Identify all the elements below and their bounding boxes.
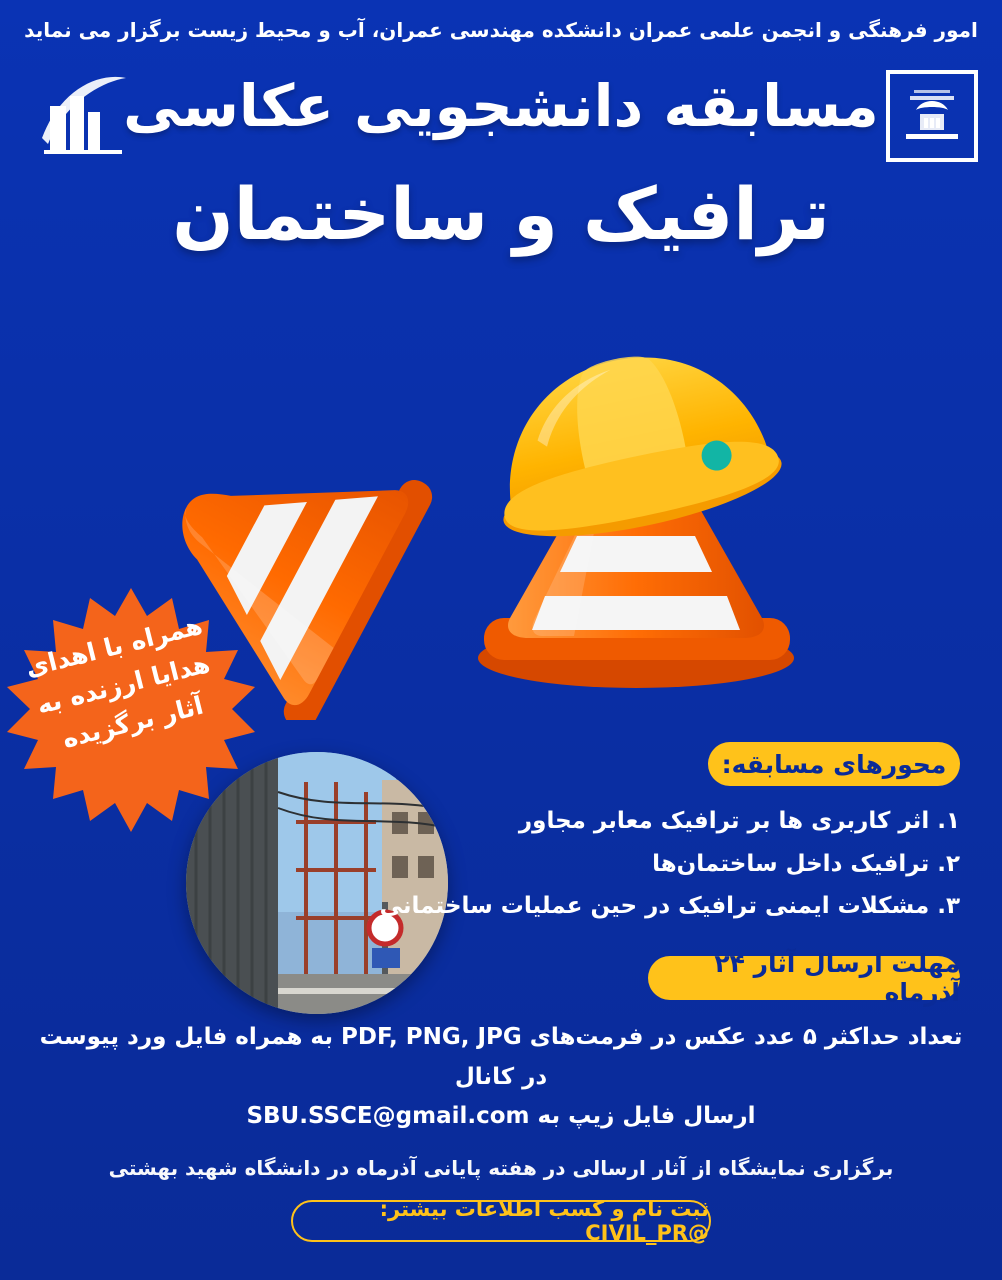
poster-title-line1: مسابقه دانشجویی عکاسی	[123, 72, 879, 140]
submission-line-1-start: تعداد حداکثر ۵ عدد عکس در فرمت‌های	[521, 1024, 963, 1050]
submission-line-3: برگزاری نمایشگاه از آثار ارسالی در هفته پایانی آذرماه در دانشگاه شهید بهشتی	[108, 1155, 894, 1180]
poster-header-text: امور فرهنگی و انجمن علمی عمران دانشکده مهندسی عمران، آب و محیط زیست برگزار می نماید	[24, 18, 978, 42]
submission-line-2-start: ارسال فایل زیپ به	[529, 1103, 756, 1130]
axes-item-2: ۲. ترافیک داخل ساختمان‌ها	[652, 850, 960, 877]
axes-item-1: ۱. اثر کاربری ها بر ترافیک معابر مجاور	[518, 808, 960, 834]
registration-info-badge[interactable]: ثبت نام و کسب اطلاعات بیشتر: @CIVIL_PR	[291, 1200, 711, 1242]
deadline-badge: مهلت ارسال آثار ۲۴ آذرماه	[648, 956, 960, 1000]
axes-heading-badge: محورهای مسابقه:	[708, 742, 960, 786]
file-formats: PDF, PNG, JPG	[341, 1024, 522, 1050]
submission-details	[0, 1018, 1002, 1185]
submission-line-1	[26, 1018, 976, 1097]
contact-email[interactable]: SBU.SSCE@gmail.com	[246, 1103, 530, 1130]
submission-line-2	[26, 1097, 976, 1137]
axes-list	[379, 800, 960, 928]
submission-line-1-end: به همراه فایل ورد پیوست در کانال	[39, 1024, 548, 1090]
axes-item-3: ۳. مشکلات ایمنی ترافیک در حین عملیات ساختمانی	[379, 893, 960, 920]
gift-badge-text: همراه با اهدای هدایا ارزنده به آثار برگزیده	[22, 610, 213, 754]
poster-title-line2: ترافیک و ساختمان	[172, 172, 830, 256]
